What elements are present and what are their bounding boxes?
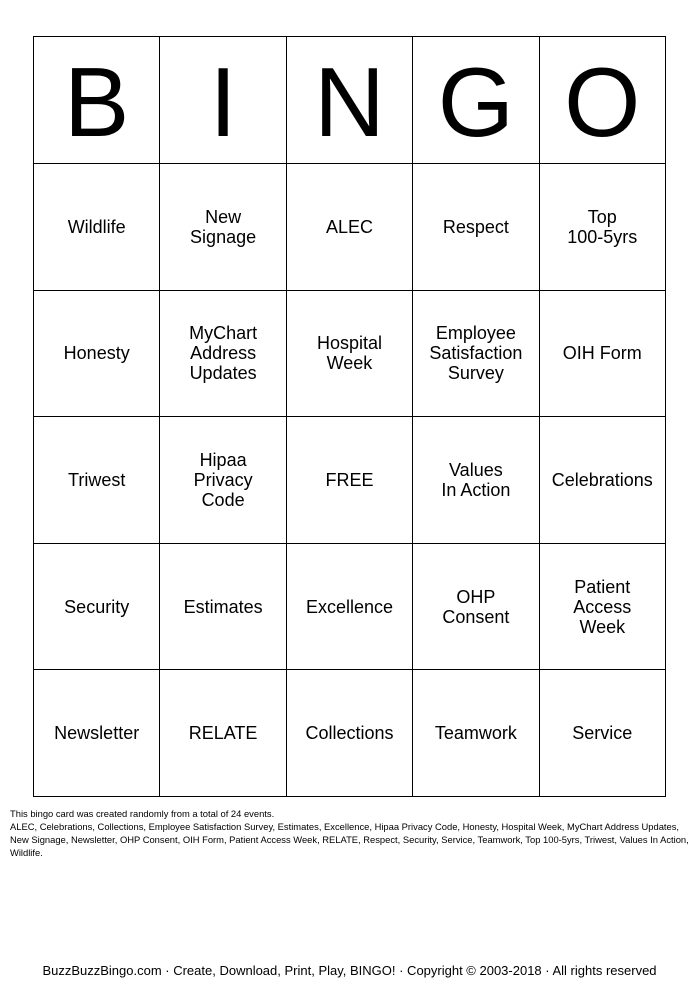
bingo-row-1 [34, 164, 666, 291]
bingo-cell: Top 100-5yrs [539, 164, 665, 291]
bingo-cell: Employee Satisfaction Survey [413, 290, 539, 417]
header-letter-g: G [413, 37, 539, 164]
bingo-cell: RELATE [160, 670, 286, 797]
bingo-cell: Estimates [160, 543, 286, 670]
bingo-row-2 [34, 290, 666, 417]
footnote-event-list: ALEC, Celebrations, Collections, Employee Satisfaction Survey, Estimates, Excellence, Hipaa Privacy Code, Honesty, Hospital Week, MyChart Address Updates, New Signage, Newsletter, OHP Consent, OIH Form, Patient Access Week, RELATE, Respect, Security, Service, Teamwork, Top 100-5yrs, Triwest, Values In Action, Wildlife. [10, 821, 689, 858]
bingo-row-3 [34, 417, 666, 544]
bingo-cell: Patient Access Week [539, 543, 665, 670]
bingo-cell: Celebrations [539, 417, 665, 544]
bingo-cell: Service [539, 670, 665, 797]
bingo-cell: Hipaa Privacy Code [160, 417, 286, 544]
card-footnote [10, 807, 690, 859]
bingo-cell: OIH Form [539, 290, 665, 417]
free-space-cell: FREE [286, 417, 412, 544]
bingo-cell: MyChart Address Updates [160, 290, 286, 417]
bingo-cell: Values In Action [413, 417, 539, 544]
header-letter-o: O [539, 37, 665, 164]
bingo-cell: Excellence [286, 543, 412, 670]
bingo-card [33, 36, 666, 797]
header-letter-n: N [286, 37, 412, 164]
bingo-cell: Triwest [34, 417, 160, 544]
header-letter-b: B [34, 37, 160, 164]
bingo-row-4 [34, 543, 666, 670]
footnote-intro: This bingo card was created randomly from a total of 24 events. [10, 808, 275, 819]
header-letter-i: I [160, 37, 286, 164]
bingo-cell: Security [34, 543, 160, 670]
bingo-cell: Teamwork [413, 670, 539, 797]
bingo-cell: Hospital Week [286, 290, 412, 417]
bingo-row-5 [34, 670, 666, 797]
bingo-cell: Collections [286, 670, 412, 797]
bingo-cell: Newsletter [34, 670, 160, 797]
bingo-cell: Respect [413, 164, 539, 291]
bingo-cell: New Signage [160, 164, 286, 291]
bingo-cell: Honesty [34, 290, 160, 417]
bingo-cell: ALEC [286, 164, 412, 291]
bingo-cell: OHP Consent [413, 543, 539, 670]
bingo-cell: Wildlife [34, 164, 160, 291]
page-footer: BuzzBuzzBingo.com · Create, Download, Print, Play, BINGO! · Copyright © 2003-2018 · All rights reserved [42, 963, 657, 978]
bingo-header-row [34, 37, 666, 164]
